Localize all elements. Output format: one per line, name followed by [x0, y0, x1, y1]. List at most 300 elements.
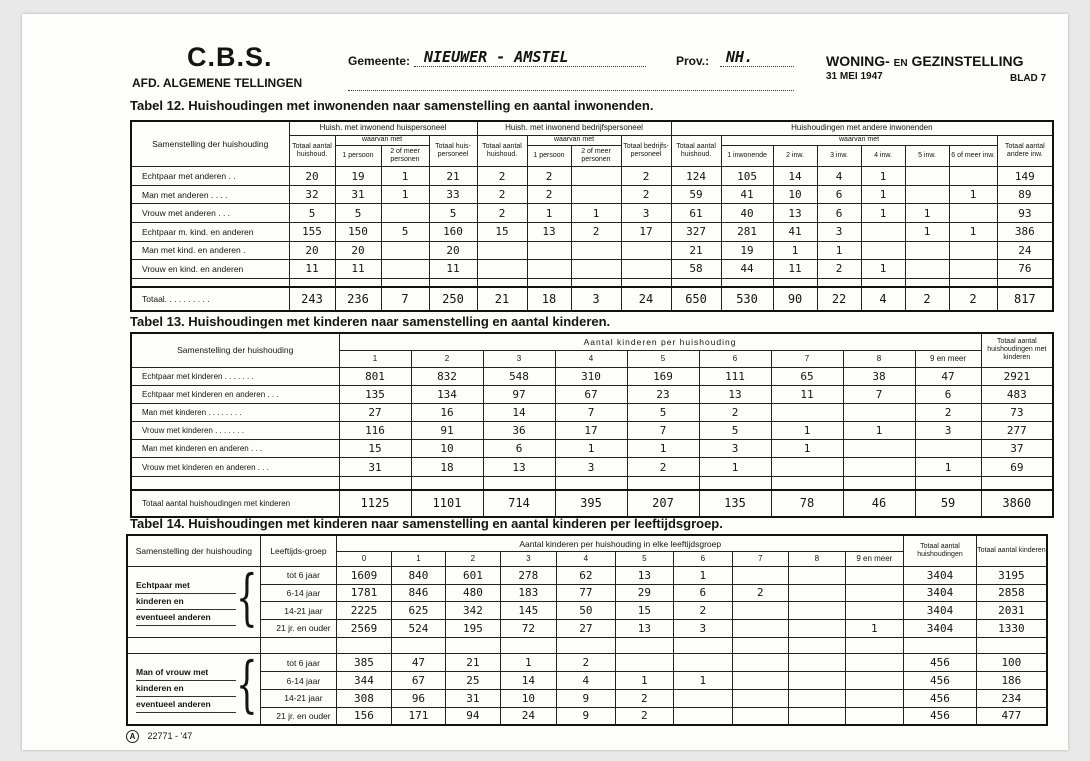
table-row — [131, 241, 1053, 260]
cell-value: 1 — [817, 241, 861, 260]
col-header: 3 — [483, 350, 555, 367]
cell-value: 14 — [483, 403, 555, 421]
empty-cell — [671, 278, 721, 287]
cell-value — [845, 672, 904, 690]
cell-value: 386 — [997, 223, 1053, 242]
t12-h-totaal-huish3: Totaal aantal huishoud. — [671, 135, 721, 167]
table-row — [127, 654, 1047, 672]
empty-cell — [905, 278, 949, 287]
cell-value: 2 — [557, 654, 616, 672]
table-row — [131, 422, 1053, 440]
cell-value: 817 — [997, 287, 1053, 311]
total-row — [131, 287, 1053, 311]
cell-value — [527, 260, 571, 279]
cell-value: 1 — [771, 422, 843, 440]
t14-leeftijd-label: Leeftijds-groep — [260, 535, 337, 566]
t12-h-1pers2: 1 persoon — [527, 145, 571, 167]
t12-h-tot-andere: Totaal aantal andere inw. — [997, 135, 1053, 167]
cell-value — [789, 620, 845, 638]
empty-cell — [411, 476, 483, 490]
age-label: 14-21 jaar — [260, 602, 337, 620]
cell-value: 90 — [773, 287, 817, 311]
cell-value: 13 — [615, 620, 674, 638]
cell-value: 832 — [411, 367, 483, 385]
cell-value: 19 — [721, 241, 773, 260]
empty-cell — [771, 476, 843, 490]
table-row — [131, 260, 1053, 279]
cell-value — [845, 654, 904, 672]
cell-value: 7 — [627, 422, 699, 440]
total-row — [131, 490, 1053, 517]
cell-value — [905, 260, 949, 279]
cell-value: 72 — [500, 620, 556, 638]
cell-value: 67 — [555, 385, 627, 403]
age-label: 6-14 jaar — [260, 672, 337, 690]
cell-value: 2 — [627, 458, 699, 476]
empty-cell — [817, 278, 861, 287]
t12-group-bedr: Huish. met inwonend bedrijfspersoneel — [477, 121, 671, 135]
gemeente-value: NIEUWER - AMSTEL — [424, 48, 569, 66]
cell-value: 625 — [391, 602, 445, 620]
cell-value: 6 — [817, 204, 861, 223]
cell-value: 11 — [429, 260, 477, 279]
cell-value: 22 — [817, 287, 861, 311]
cell-value: 1 — [843, 422, 915, 440]
cell-value: 1 — [381, 167, 429, 186]
cell-value — [571, 167, 621, 186]
cell-value: 3195 — [976, 566, 1047, 584]
spacer-row — [127, 637, 1047, 654]
empty-cell — [131, 476, 339, 490]
cell-value: 134 — [411, 385, 483, 403]
cell-value: 2 — [817, 260, 861, 279]
cell-value: 32 — [289, 185, 335, 204]
cell-value: 29 — [615, 584, 674, 602]
cell-value: 2 — [527, 167, 571, 186]
col-header: 2 — [446, 552, 500, 567]
cell-value: 13 — [773, 204, 817, 223]
stamp-logo: A — [126, 730, 139, 743]
cell-value: 1 — [861, 204, 905, 223]
cell-value: 250 — [429, 287, 477, 311]
group-label — [127, 654, 260, 725]
cell-value: 477 — [976, 707, 1047, 725]
cell-value — [732, 672, 788, 690]
cell-value: 186 — [976, 672, 1047, 690]
t12-h-2meer2: 2 of meer personen — [571, 145, 621, 167]
cell-value — [905, 241, 949, 260]
cell-value: 480 — [446, 584, 500, 602]
cell-value: 27 — [557, 620, 616, 638]
empty-cell — [557, 637, 616, 654]
cell-value: 1 — [771, 440, 843, 458]
cell-value: 2 — [621, 167, 671, 186]
cell-value: 20 — [335, 241, 381, 260]
table-row — [131, 223, 1053, 242]
cell-value: 281 — [721, 223, 773, 242]
t13-group: Aantal kinderen per huishouding — [339, 333, 981, 350]
table-row — [127, 602, 1047, 620]
cell-value — [477, 241, 527, 260]
cell-value — [381, 260, 429, 279]
empty-cell — [381, 278, 429, 287]
brace-icon: { — [235, 566, 258, 634]
census-sheet — [22, 14, 1068, 750]
cell-value: 6 — [483, 440, 555, 458]
t12-h-1inw: 1 inwonende — [721, 145, 773, 167]
cell-value: 155 — [289, 223, 335, 242]
cell-value: 78 — [771, 490, 843, 517]
cell-value — [615, 654, 674, 672]
survey-title-en: EN — [893, 58, 908, 69]
cell-value: 36 — [483, 422, 555, 440]
cell-value: 2225 — [337, 602, 391, 620]
cell-value: 149 — [997, 167, 1053, 186]
t12-h-5inw: 5 inw. — [905, 145, 949, 167]
empty-cell — [571, 278, 621, 287]
table-row — [131, 367, 1053, 385]
cell-value: 234 — [976, 689, 1047, 707]
cell-value: 31 — [446, 689, 500, 707]
t12-h-4inw: 4 inw. — [861, 145, 905, 167]
cell-value: 59 — [671, 185, 721, 204]
cell-value: 14 — [500, 672, 556, 690]
cell-value: 3404 — [904, 602, 977, 620]
cell-value: 2031 — [976, 602, 1047, 620]
empty-cell — [339, 476, 411, 490]
survey-title-main: WONING- — [826, 53, 890, 69]
cell-value: 1609 — [337, 566, 391, 584]
group-label-line: kinderen en — [136, 681, 236, 697]
col-header: 3 — [500, 552, 556, 567]
cell-value: 6 — [674, 584, 733, 602]
cell-value: 3 — [571, 287, 621, 311]
t12-h-1pers: 1 persoon — [335, 145, 381, 167]
col-header: 7 — [732, 552, 788, 567]
prov-value: NH. — [726, 48, 754, 66]
row-label: Man met anderen . . . . — [131, 185, 289, 204]
empty-cell — [555, 476, 627, 490]
cell-value: 150 — [335, 223, 381, 242]
row-label: Man met kinderen en anderen . . . — [131, 440, 339, 458]
empty-cell — [335, 278, 381, 287]
cell-value: 1 — [674, 672, 733, 690]
t12-group-andere: Huishoudingen met andere inwonenden — [671, 121, 1053, 135]
empty-cell — [429, 278, 477, 287]
cell-value: 1 — [861, 260, 905, 279]
col-header: 0 — [337, 552, 391, 567]
cell-value: 11 — [335, 260, 381, 279]
cell-value — [915, 440, 981, 458]
cell-value: 76 — [997, 260, 1053, 279]
cell-value: 5 — [335, 204, 381, 223]
cell-value: 9 — [557, 689, 616, 707]
col-header: 4 — [555, 350, 627, 367]
t12-group-huis: Huish. met inwonend huispersoneel — [289, 121, 477, 135]
cell-value: 1 — [555, 440, 627, 458]
row-label: Man met kind. en anderen . — [131, 241, 289, 260]
cell-value: 3 — [555, 458, 627, 476]
cell-value: 58 — [671, 260, 721, 279]
t12-h-waarvan: waarvan met — [335, 135, 429, 145]
cell-value: 111 — [699, 367, 771, 385]
cell-value: 44 — [721, 260, 773, 279]
cell-value — [949, 167, 997, 186]
t12-h-tot-bedr: Totaal bedrijfs-personeel — [621, 135, 671, 167]
cell-value: 1 — [905, 204, 949, 223]
col-header: 9 en meer — [845, 552, 904, 567]
table-row — [131, 385, 1053, 403]
cell-value: 38 — [843, 367, 915, 385]
empty-cell — [732, 637, 788, 654]
cell-value: 4 — [557, 672, 616, 690]
cell-value: 11 — [289, 260, 335, 279]
cell-value: 456 — [904, 689, 977, 707]
cell-value: 7 — [381, 287, 429, 311]
t12-h-totaal-huish: Totaal aantal huishoud. — [289, 135, 335, 167]
empty-cell — [289, 278, 335, 287]
cell-value: 13 — [615, 566, 674, 584]
row-label: Man met kinderen . . . . . . . . — [131, 403, 339, 421]
cell-value: 3404 — [904, 584, 977, 602]
cell-value: 456 — [904, 672, 977, 690]
cell-value: 31 — [335, 185, 381, 204]
empty-cell — [915, 476, 981, 490]
cell-value: 1330 — [976, 620, 1047, 638]
cell-value: 10 — [773, 185, 817, 204]
age-label: 21 jr. en ouder — [260, 707, 337, 725]
table-row — [127, 672, 1047, 690]
col-header: 2 — [411, 350, 483, 367]
cell-value — [674, 689, 733, 707]
cell-value: 1 — [527, 204, 571, 223]
table-row — [131, 185, 1053, 204]
cell-value: 27 — [339, 403, 411, 421]
row-label: Totaal aantal huishoudingen met kinderen — [131, 490, 339, 517]
cell-value — [771, 403, 843, 421]
t12-h-2meer: 2 of meer personen — [381, 145, 429, 167]
t12-h-waarvan2: waarvan met — [527, 135, 621, 145]
cell-value: 65 — [771, 367, 843, 385]
header-extra-line — [348, 76, 794, 91]
cell-value: 5 — [627, 403, 699, 421]
empty-cell — [260, 637, 337, 654]
cell-value: 1 — [949, 223, 997, 242]
cell-value: 840 — [391, 566, 445, 584]
empty-cell — [500, 637, 556, 654]
gemeente-label: Gemeente: — [348, 54, 411, 68]
cell-value: 7 — [555, 403, 627, 421]
row-label: Vrouw met kinderen . . . . . . . — [131, 422, 339, 440]
cell-value: 2 — [905, 287, 949, 311]
cell-value: 5 — [429, 204, 477, 223]
cell-value: 3 — [699, 440, 771, 458]
tabel12-title: Tabel 12. Huishoudingen met inwonenden naar samenstelling en aantal inwonenden. — [130, 98, 654, 113]
cell-value: 145 — [500, 602, 556, 620]
cell-value: 650 — [671, 287, 721, 311]
empty-cell — [699, 476, 771, 490]
col-header: 7 — [771, 350, 843, 367]
cell-value — [843, 440, 915, 458]
cell-value: 5 — [289, 204, 335, 223]
col-header: 1 — [339, 350, 411, 367]
brace-icon: { — [235, 653, 258, 722]
cell-value: 1 — [861, 167, 905, 186]
t12-h-totaal-huish2: Totaal aantal huishoud. — [477, 135, 527, 167]
cell-value: 77 — [557, 584, 616, 602]
t14-col-label: Samenstelling der huishouding — [127, 535, 260, 566]
table-row — [127, 566, 1047, 584]
empty-cell — [127, 637, 260, 654]
cell-value — [789, 707, 845, 725]
table-row — [131, 204, 1053, 223]
cell-value: 385 — [337, 654, 391, 672]
cell-value: 456 — [904, 654, 977, 672]
empty-cell — [721, 278, 773, 287]
row-label: Echtpaar met kinderen en anderen . . . — [131, 385, 339, 403]
cell-value: 846 — [391, 584, 445, 602]
cell-value: 2 — [615, 707, 674, 725]
cell-value — [843, 458, 915, 476]
cell-value — [789, 689, 845, 707]
cell-value: 7 — [843, 385, 915, 403]
cell-value: 1 — [905, 223, 949, 242]
cell-value: 24 — [997, 241, 1053, 260]
cell-value: 11 — [771, 385, 843, 403]
cell-value: 310 — [555, 367, 627, 385]
cell-value — [621, 241, 671, 260]
prov-label: Prov.: — [676, 54, 710, 68]
cell-value: 1 — [861, 185, 905, 204]
col-header: 8 — [789, 552, 845, 567]
col-header: 4 — [557, 552, 616, 567]
cell-value — [789, 566, 845, 584]
cell-value: 21 — [671, 241, 721, 260]
cell-value: 3 — [674, 620, 733, 638]
cell-value — [732, 654, 788, 672]
empty-cell — [981, 476, 1053, 490]
cell-value: 15 — [615, 602, 674, 620]
row-label: Vrouw met kinderen en anderen . . . — [131, 458, 339, 476]
cell-value: 17 — [621, 223, 671, 242]
cell-value: 93 — [997, 204, 1053, 223]
table-row — [127, 584, 1047, 602]
cell-value: 23 — [627, 385, 699, 403]
row-label: Echtpaar m. kind. en anderen — [131, 223, 289, 242]
cell-value — [571, 260, 621, 279]
cell-value: 1 — [571, 204, 621, 223]
cell-value: 17 — [555, 422, 627, 440]
cell-value — [789, 654, 845, 672]
cell-value: 3860 — [981, 490, 1053, 517]
t12-h-3inw: 3 inw. — [817, 145, 861, 167]
cell-value — [732, 566, 788, 584]
cell-value: 278 — [500, 566, 556, 584]
cell-value: 13 — [483, 458, 555, 476]
cell-value: 169 — [627, 367, 699, 385]
cell-value — [905, 185, 949, 204]
cell-value: 15 — [477, 223, 527, 242]
t12-col-label: Samenstelling der huishouding — [131, 121, 289, 167]
cell-value — [789, 602, 845, 620]
cell-value: 33 — [429, 185, 477, 204]
cell-value: 1 — [381, 185, 429, 204]
cell-value: 50 — [557, 602, 616, 620]
tabel14-title: Tabel 14. Huishoudingen met kinderen naar samenstelling en aantal kinderen per leeftijdsgroep. — [130, 516, 723, 531]
empty-cell — [627, 476, 699, 490]
cell-value: 2 — [615, 689, 674, 707]
cell-value: 277 — [981, 422, 1053, 440]
col-header: 8 — [843, 350, 915, 367]
cell-value: 13 — [699, 385, 771, 403]
cell-value — [674, 707, 733, 725]
cell-value: 2 — [915, 403, 981, 421]
cell-value: 5 — [699, 422, 771, 440]
cell-value: 1 — [845, 620, 904, 638]
table-row — [131, 440, 1053, 458]
cell-value: 2569 — [337, 620, 391, 638]
t13-col-label: Samenstelling der huishouding — [131, 333, 339, 367]
cell-value: 548 — [483, 367, 555, 385]
cell-value: 1 — [627, 440, 699, 458]
cell-value — [571, 185, 621, 204]
cell-value — [905, 167, 949, 186]
spacer-row — [131, 476, 1053, 490]
cell-value: 6 — [915, 385, 981, 403]
cell-value — [732, 602, 788, 620]
cell-value: 3404 — [904, 566, 977, 584]
cell-value: 1 — [773, 241, 817, 260]
age-label: tot 6 jaar — [260, 654, 337, 672]
cell-value: 9 — [557, 707, 616, 725]
cell-value: 2858 — [976, 584, 1047, 602]
cell-value — [381, 204, 429, 223]
cell-value: 195 — [446, 620, 500, 638]
empty-cell — [843, 476, 915, 490]
cell-value: 15 — [339, 440, 411, 458]
cell-value: 124 — [671, 167, 721, 186]
empty-cell — [789, 637, 845, 654]
cell-value — [789, 672, 845, 690]
cell-value: 171 — [391, 707, 445, 725]
cell-value — [949, 241, 997, 260]
empty-cell — [391, 637, 445, 654]
cell-value — [845, 707, 904, 725]
cell-value: 21 — [446, 654, 500, 672]
t12-h-6inw: 6 of meer inw. — [949, 145, 997, 167]
org-name: C.B.S. — [187, 42, 273, 72]
age-label: tot 6 jaar — [260, 566, 337, 584]
cell-value: 21 — [477, 287, 527, 311]
cell-value: 2 — [477, 167, 527, 186]
cell-value: 20 — [289, 241, 335, 260]
table-row — [127, 620, 1047, 638]
page-number: BLAD 7 — [1010, 73, 1047, 84]
cell-value — [789, 584, 845, 602]
cell-value: 97 — [483, 385, 555, 403]
cell-value: 2 — [527, 185, 571, 204]
cell-value: 601 — [446, 566, 500, 584]
cell-value: 2 — [621, 185, 671, 204]
survey-title — [826, 53, 1023, 69]
cell-value: 19 — [335, 167, 381, 186]
cell-value — [477, 260, 527, 279]
col-header: 6 — [699, 350, 771, 367]
cell-value: 1 — [674, 566, 733, 584]
empty-cell — [477, 278, 527, 287]
cell-value: 116 — [339, 422, 411, 440]
cell-value — [621, 260, 671, 279]
